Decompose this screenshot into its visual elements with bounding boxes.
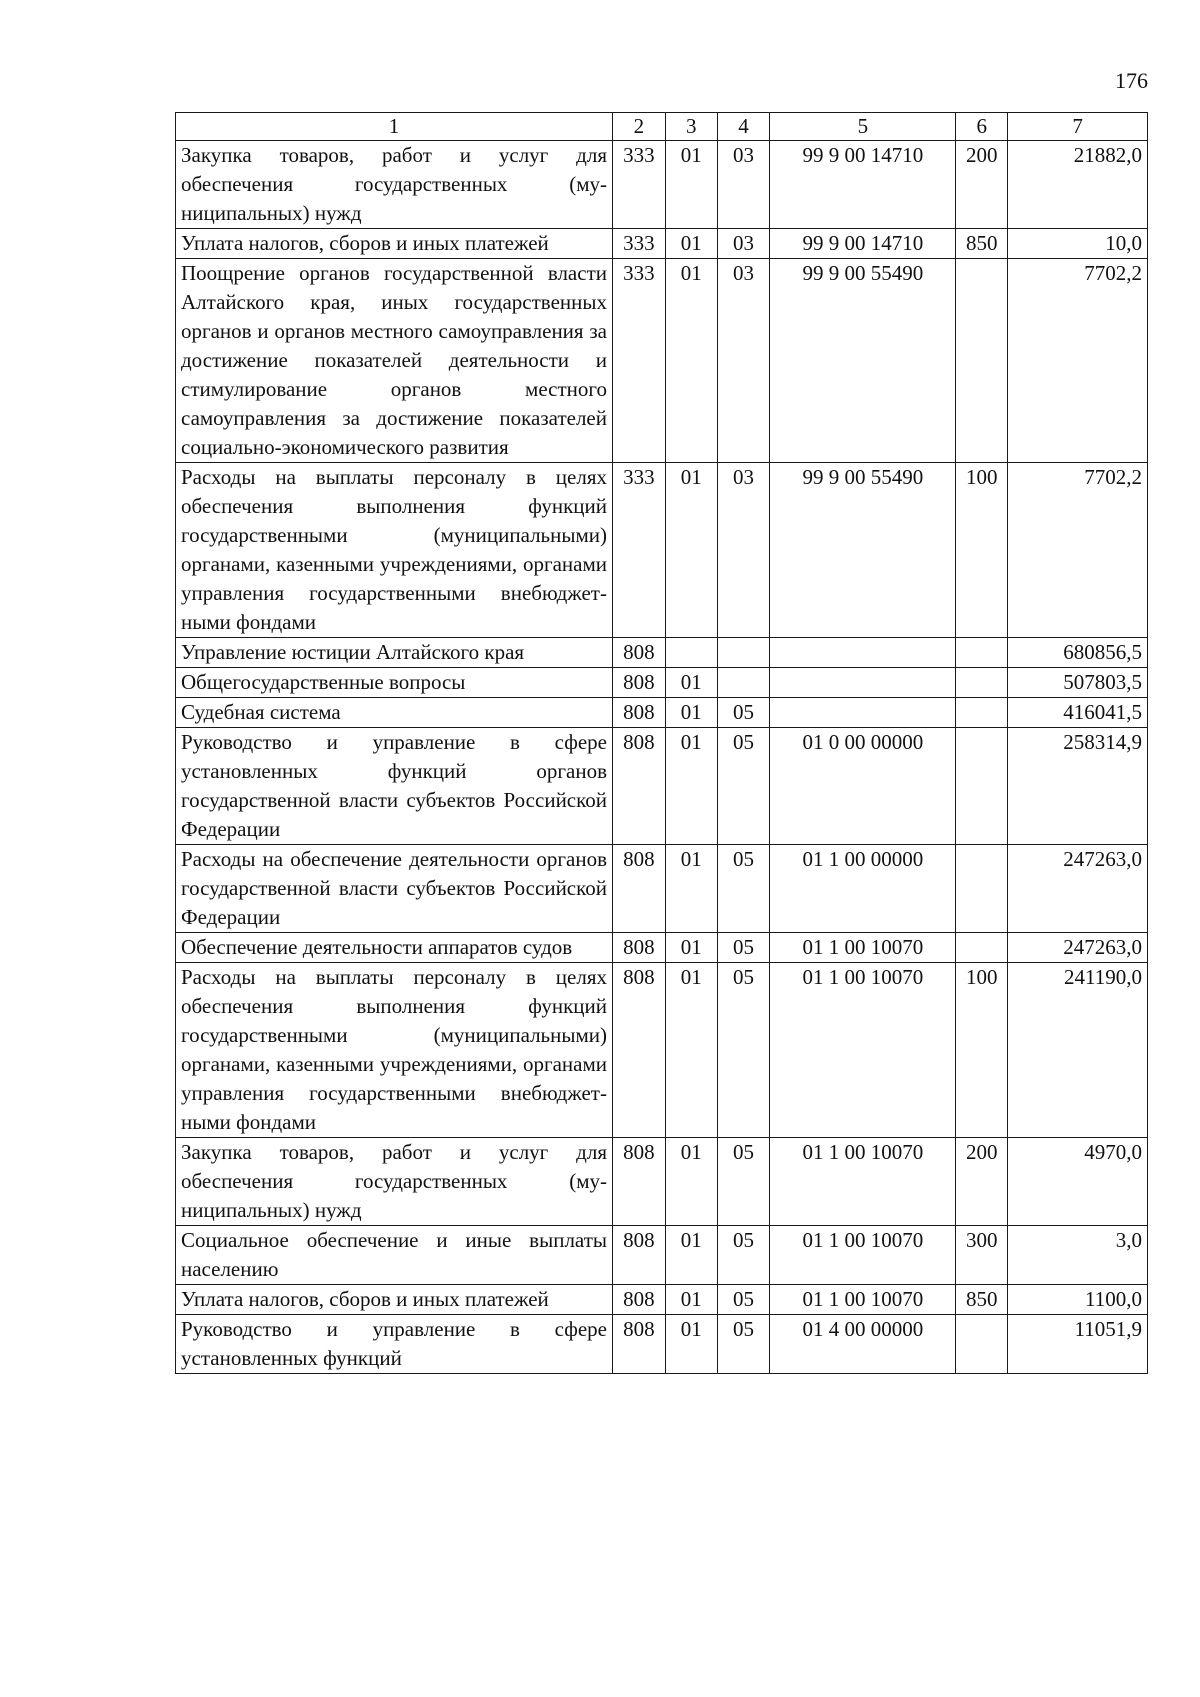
row-cell-4: 05 [717, 1285, 770, 1315]
row-cell-7: 247263,0 [1008, 933, 1148, 963]
row-cell-6 [956, 638, 1008, 668]
row-cell-5: 01 0 00 00000 [770, 728, 956, 845]
row-name-cell: Закупка товаров, работ и услуг для обеспечения государственных (муниципальных) нужд [176, 1138, 613, 1226]
row-cell-5 [770, 668, 956, 698]
row-cell-3: 01 [665, 1138, 717, 1226]
row-cell-7: 247263,0 [1008, 845, 1148, 933]
row-cell-5: 01 1 00 10070 [770, 933, 956, 963]
row-name-cell: Поощрение органов государственной власти Алтайского края, иных государственных органов и органов местного самоуправления за достижение показателей деятельности и стимулирование органов местного самоуправления за достижение показателей социально-экономического развития [176, 259, 613, 463]
row-cell-5: 99 9 00 14710 [770, 229, 956, 259]
row-name-cell: Руководство и управление в сфере установленных функций [176, 1315, 613, 1374]
row-cell-2: 808 [613, 638, 666, 668]
row-cell-4 [717, 668, 770, 698]
row-cell-5: 99 9 00 55490 [770, 463, 956, 638]
row-cell-3: 01 [665, 698, 717, 728]
row-cell-4: 05 [717, 845, 770, 933]
row-cell-7: 416041,5 [1008, 698, 1148, 728]
row-cell-6: 100 [956, 963, 1008, 1138]
row-cell-7: 11051,9 [1008, 1315, 1148, 1374]
row-cell-2: 808 [613, 845, 666, 933]
page-number: 176 [1115, 68, 1148, 93]
row-cell-3: 01 [665, 259, 717, 463]
row-cell-4: 05 [717, 1315, 770, 1374]
table-row [176, 1315, 1148, 1374]
row-cell-5: 01 1 00 10070 [770, 963, 956, 1138]
table-row [176, 698, 1148, 728]
row-cell-6 [956, 845, 1008, 933]
row-name-cell: Уплата налогов, сборов и иных платежей [176, 229, 613, 259]
header-cell-3: 3 [665, 113, 717, 141]
row-cell-5: 01 1 00 10070 [770, 1226, 956, 1285]
row-cell-2: 808 [613, 1285, 666, 1315]
budget-table [175, 112, 1148, 1374]
row-cell-7: 10,0 [1008, 229, 1148, 259]
header-cell-7: 7 [1008, 113, 1148, 141]
row-cell-7: 21882,0 [1008, 141, 1148, 229]
row-cell-2: 333 [613, 463, 666, 638]
row-name-cell: Общегосударственные вопросы [176, 668, 613, 698]
row-cell-2: 333 [613, 259, 666, 463]
row-name-cell: Расходы на обеспечение деятельности органов государственной власти субъектов Российской Федерации [176, 845, 613, 933]
row-cell-2: 808 [613, 963, 666, 1138]
row-cell-7: 258314,9 [1008, 728, 1148, 845]
table-row [176, 141, 1148, 229]
row-cell-3 [665, 638, 717, 668]
row-cell-3: 01 [665, 1226, 717, 1285]
row-name-cell: Расходы на выплаты персоналу в целях обеспечения выполнения функций государственными (муниципальными) органами, казенными учреждениями, органами управления государственными внебюджетными фондами [176, 463, 613, 638]
row-cell-7: 1100,0 [1008, 1285, 1148, 1315]
row-cell-6 [956, 728, 1008, 845]
row-cell-7: 4970,0 [1008, 1138, 1148, 1226]
row-cell-2: 808 [613, 668, 666, 698]
table-row [176, 668, 1148, 698]
row-cell-2: 333 [613, 141, 666, 229]
row-name-cell: Уплата налогов, сборов и иных платежей [176, 1285, 613, 1315]
row-name-cell: Расходы на выплаты персоналу в целях обеспечения выполнения функций государственными (муниципальными) органами, казенными учреждениями, органами управления государственными внебюджетными фондами [176, 963, 613, 1138]
row-cell-6 [956, 933, 1008, 963]
table-row [176, 259, 1148, 463]
row-cell-3: 01 [665, 141, 717, 229]
row-cell-3: 01 [665, 933, 717, 963]
table-row [176, 1138, 1148, 1226]
row-cell-6: 100 [956, 463, 1008, 638]
row-name-cell: Судебная система [176, 698, 613, 728]
table-row [176, 933, 1148, 963]
row-cell-5 [770, 698, 956, 728]
row-cell-3: 01 [665, 1285, 717, 1315]
row-cell-6 [956, 1315, 1008, 1374]
row-cell-7: 507803,5 [1008, 668, 1148, 698]
row-cell-4: 05 [717, 963, 770, 1138]
table-row [176, 229, 1148, 259]
header-cell-6: 6 [956, 113, 1008, 141]
row-cell-4: 05 [717, 933, 770, 963]
row-cell-5: 01 1 00 10070 [770, 1285, 956, 1315]
row-cell-2: 808 [613, 1315, 666, 1374]
table-row [176, 963, 1148, 1138]
row-name-cell: Руководство и управление в сфере установленных функций органов государственной власти субъектов Российской Федерации [176, 728, 613, 845]
row-name-cell: Закупка товаров, работ и услуг для обеспечения государственных (муниципальных) нужд [176, 141, 613, 229]
row-cell-2: 808 [613, 728, 666, 845]
row-cell-7: 7702,2 [1008, 259, 1148, 463]
row-cell-6: 850 [956, 1285, 1008, 1315]
row-cell-2: 808 [613, 933, 666, 963]
row-cell-5: 99 9 00 55490 [770, 259, 956, 463]
header-cell-1: 1 [176, 113, 613, 141]
row-cell-4: 03 [717, 259, 770, 463]
row-cell-6: 850 [956, 229, 1008, 259]
row-cell-3: 01 [665, 845, 717, 933]
row-cell-2: 808 [613, 698, 666, 728]
row-cell-5: 99 9 00 14710 [770, 141, 956, 229]
header-cell-4: 4 [717, 113, 770, 141]
row-cell-2: 808 [613, 1138, 666, 1226]
row-cell-4: 05 [717, 1226, 770, 1285]
row-cell-2: 808 [613, 1226, 666, 1285]
row-cell-3: 01 [665, 963, 717, 1138]
row-name-cell: Социальное обеспечение и иные выплаты населению [176, 1226, 613, 1285]
row-cell-6: 200 [956, 1138, 1008, 1226]
row-cell-5 [770, 638, 956, 668]
row-cell-4: 05 [717, 728, 770, 845]
row-name-cell: Управление юстиции Алтайского края [176, 638, 613, 668]
table-row [176, 1285, 1148, 1315]
row-cell-5: 01 1 00 00000 [770, 845, 956, 933]
row-name-cell: Обеспечение деятельности аппаратов судов [176, 933, 613, 963]
row-cell-4: 05 [717, 1138, 770, 1226]
row-cell-5: 01 4 00 00000 [770, 1315, 956, 1374]
row-cell-6 [956, 698, 1008, 728]
row-cell-3: 01 [665, 463, 717, 638]
row-cell-3: 01 [665, 1315, 717, 1374]
row-cell-7: 241190,0 [1008, 963, 1148, 1138]
table-row [176, 728, 1148, 845]
row-cell-6 [956, 259, 1008, 463]
row-cell-4: 03 [717, 463, 770, 638]
row-cell-3: 01 [665, 229, 717, 259]
table-row [176, 1226, 1148, 1285]
row-cell-7: 680856,5 [1008, 638, 1148, 668]
table-row [176, 463, 1148, 638]
table-header-row [176, 113, 1148, 141]
row-cell-4: 05 [717, 698, 770, 728]
row-cell-3: 01 [665, 728, 717, 845]
row-cell-7: 7702,2 [1008, 463, 1148, 638]
row-cell-2: 333 [613, 229, 666, 259]
row-cell-7: 3,0 [1008, 1226, 1148, 1285]
table-row [176, 638, 1148, 668]
row-cell-5: 01 1 00 10070 [770, 1138, 956, 1226]
header-cell-5: 5 [770, 113, 956, 141]
row-cell-4: 03 [717, 229, 770, 259]
row-cell-4: 03 [717, 141, 770, 229]
table-row [176, 845, 1148, 933]
row-cell-4 [717, 638, 770, 668]
row-cell-6 [956, 668, 1008, 698]
row-cell-3: 01 [665, 668, 717, 698]
header-cell-2: 2 [613, 113, 666, 141]
row-cell-6: 300 [956, 1226, 1008, 1285]
row-cell-6: 200 [956, 141, 1008, 229]
